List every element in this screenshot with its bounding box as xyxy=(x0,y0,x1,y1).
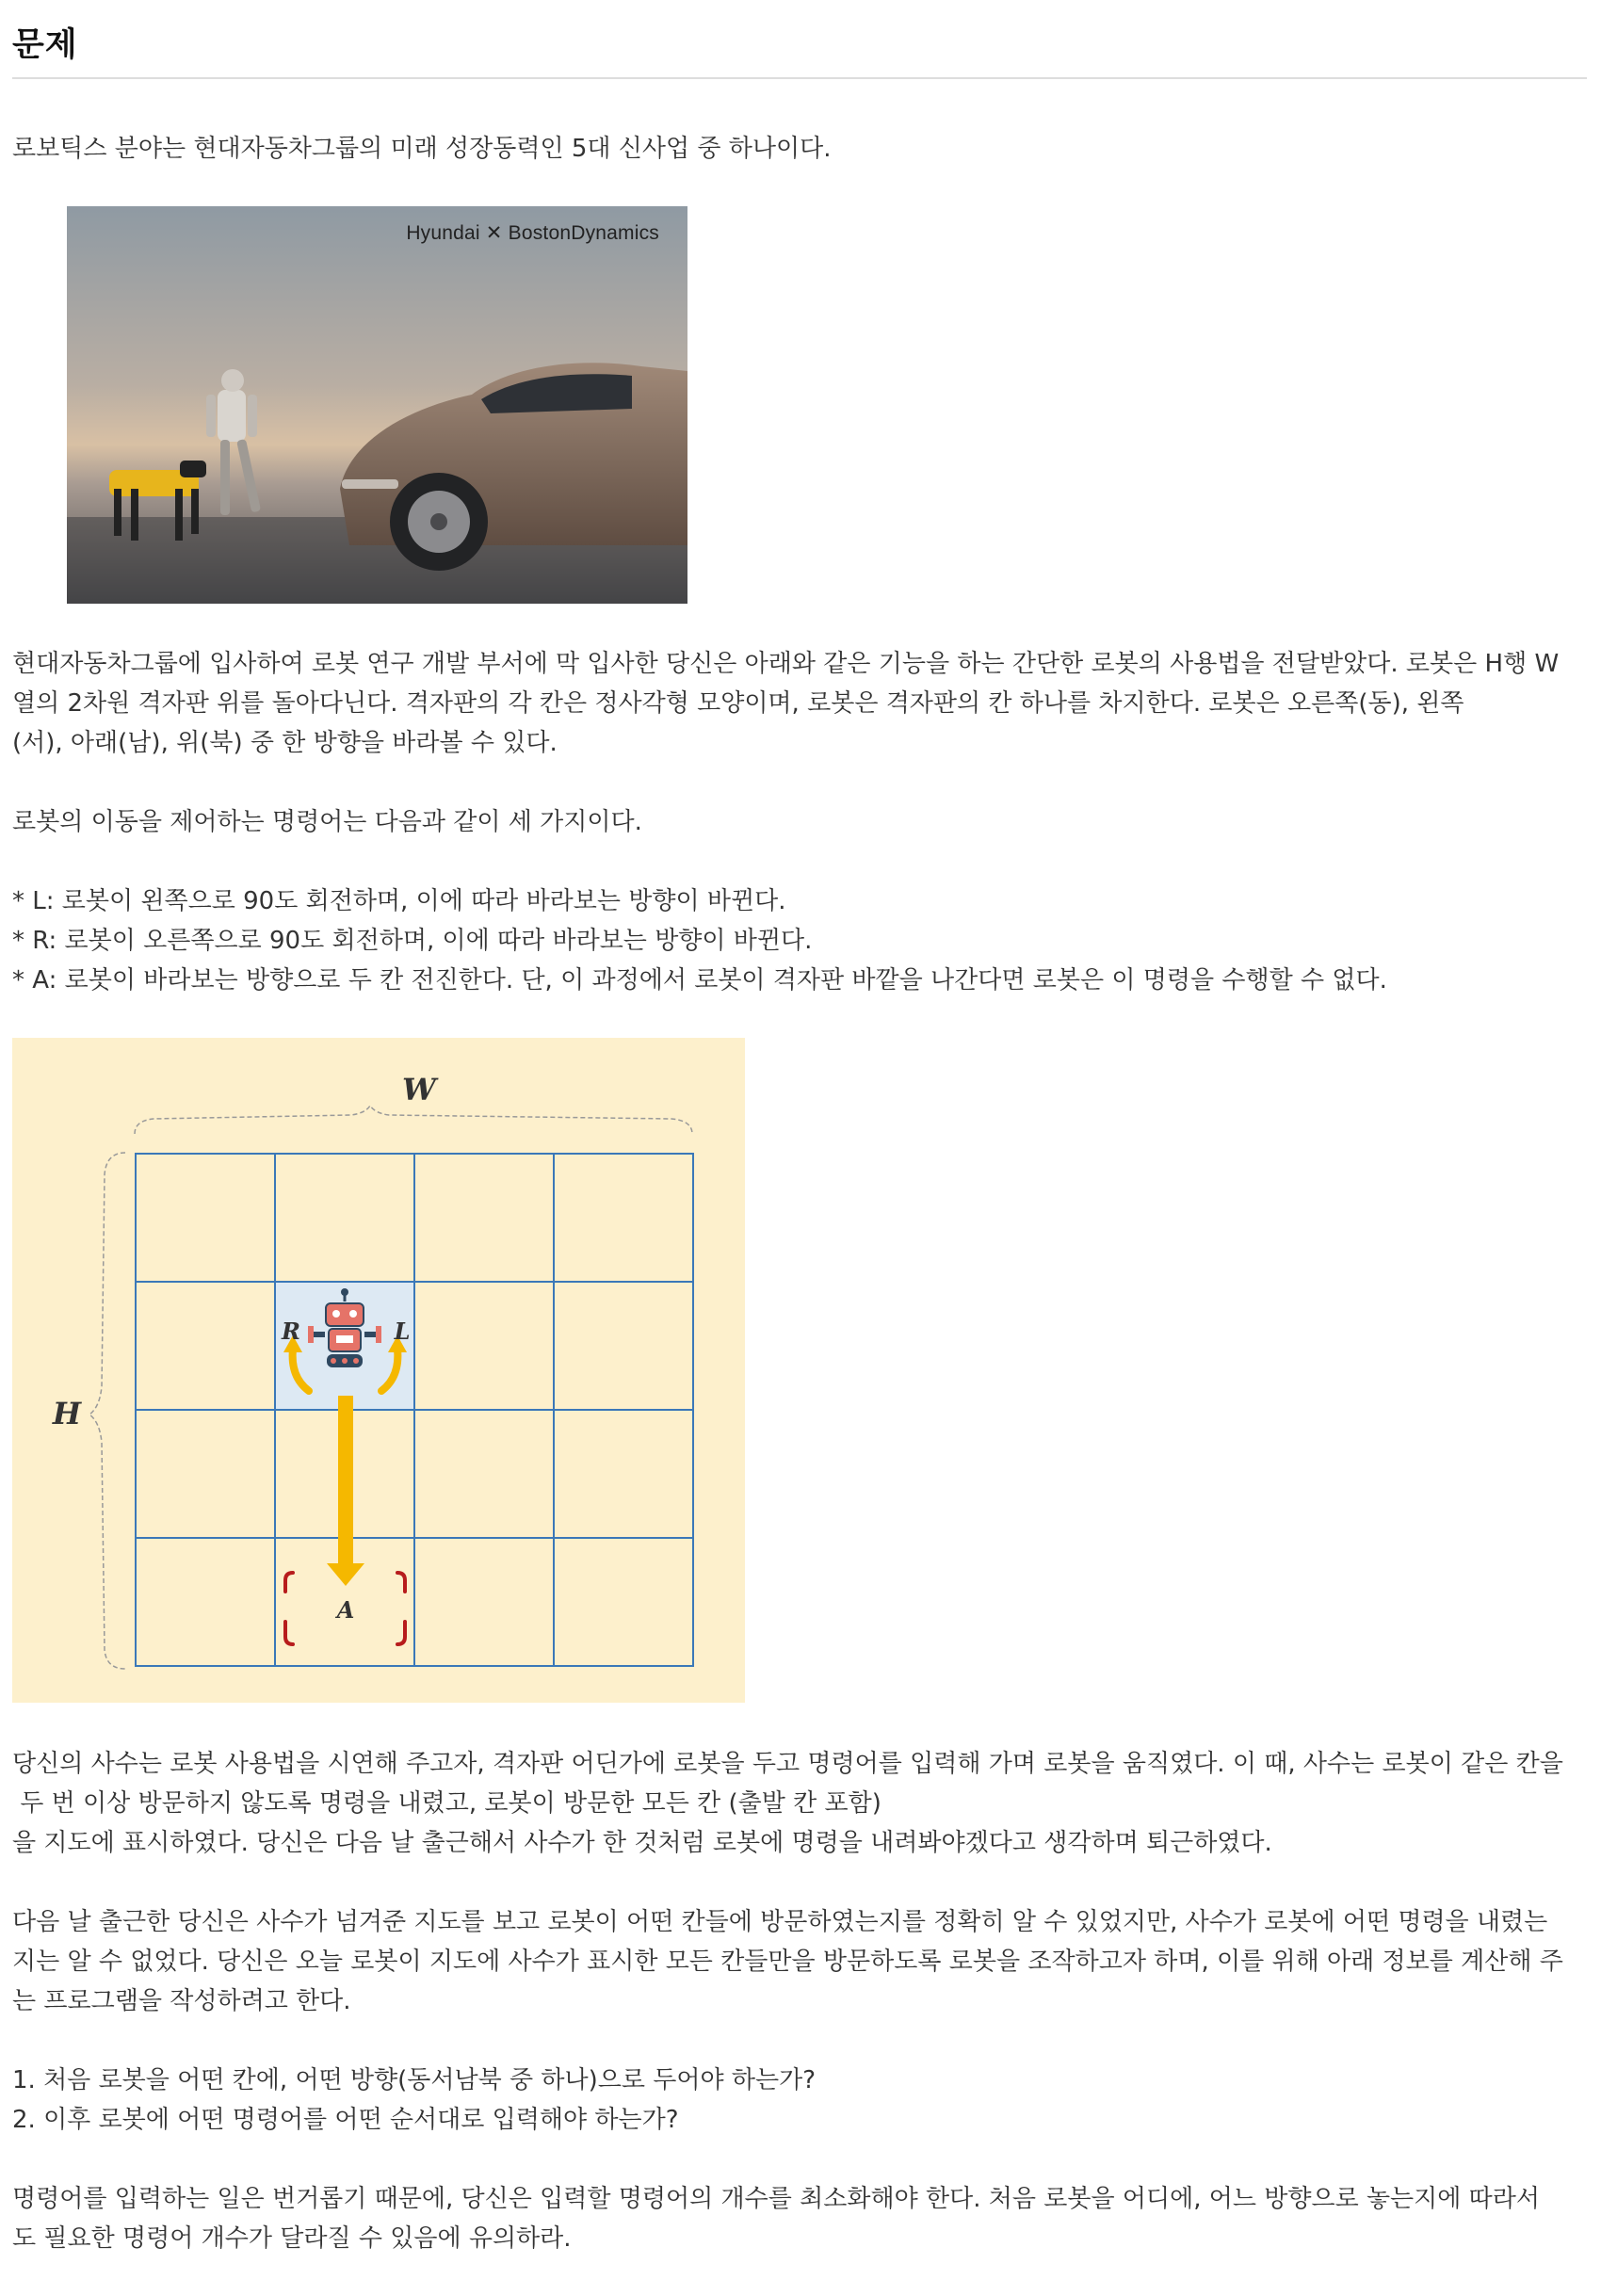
intro-text: 로보틱스 분야는 현대자동차그룹의 미래 성장동력인 5대 신사업 중 하나이다. xyxy=(12,135,832,163)
commands-intro: 로봇의 이동을 제어하는 명령어는 다음과 같이 세 가지이다. xyxy=(12,808,642,836)
description-line: 두 번 이상 방문하지 않도록 명령을 내렸고, 로봇이 방문한 모든 칸 (출발 칸 포함) xyxy=(12,1789,881,1818)
width-label: W xyxy=(402,1072,436,1108)
question-item: 2. 이후 로봇에 어떤 명령어를 어떤 순서대로 입력해야 하는가? xyxy=(12,2106,679,2134)
command-item-r: * R: 로봇이 오른쪽으로 90도 회전하며, 이에 따라 바라보는 방향이 바뀐다. xyxy=(12,927,813,955)
command-item-l: * L: 로봇이 왼쪽으로 90도 회전하며, 이에 따라 바라보는 방향이 바뀐다. xyxy=(12,887,786,915)
description-line: 다음 날 출근한 당신은 사수가 넘겨준 지도를 보고 로봇이 어떤 칸들에 방문하였는지를 정확히 알 수 있었지만, 사수가 로봇에 어떤 명령을 내렸는 xyxy=(12,1908,1548,1936)
command-item-a: * A: 로봇이 바라보는 방향으로 두 칸 전진한다. 단, 이 과정에서 로봇이 격자판 바깥을 나간다면 로봇은 이 명령을 수행할 수 없다. xyxy=(12,966,1387,994)
description-line: 명령어를 입력하는 일은 번거롭기 때문에, 당신은 입력할 명령어의 개수를 최소화해야 한다. 처음 로봇을 어디에, 어느 방향으로 놓는지에 따라서 xyxy=(12,2185,1541,2213)
description-line: 도 필요한 명령어 개수가 달라질 수 있음에 유의하라. xyxy=(12,2224,572,2253)
description-line: 지는 알 수 없었다. 당신은 오늘 로봇이 지도에 사수가 표시한 모든 칸들만을 방문하도록 로봇을 조작하고자 하며, 이를 위해 아래 정보를 계산해 주 xyxy=(12,1948,1563,1976)
photo-brand-caption: Hyundai ✕ BostonDynamics xyxy=(406,222,659,244)
photo-illustration xyxy=(67,206,687,604)
rotate-right-label: R xyxy=(282,1318,300,1345)
page-title: 문제 xyxy=(12,26,78,64)
hyundai-boston-dynamics-photo xyxy=(67,206,687,604)
description-line: 는 프로그램을 작성하려고 한다. xyxy=(12,1987,351,2015)
advance-arrow-shaft xyxy=(338,1396,353,1565)
grid-diagram xyxy=(12,1038,745,1703)
description-line: (서), 아래(남), 위(북) 중 한 방향을 바라볼 수 있다. xyxy=(12,729,558,757)
advance-label: A xyxy=(336,1596,355,1624)
rotate-left-label: L xyxy=(394,1318,411,1345)
title-divider xyxy=(12,77,1587,79)
description-line: 당신의 사수는 로봇 사용법을 시연해 주고자, 격자판 어딘가에 로봇을 두고 명령어를 입력해 가며 로봇을 움직였다. 이 때, 사수는 로봇이 같은 칸을 xyxy=(12,1750,1563,1778)
description-line: 을 지도에 표시하였다. 당신은 다음 날 출근해서 사수가 한 것처럼 로봇에 명령을 내려봐야겠다고 생각하며 퇴근하였다. xyxy=(12,1829,1272,1857)
question-item: 1. 처음 로봇을 어떤 칸에, 어떤 방향(동서남북 중 하나)으로 두어야 하는가? xyxy=(12,2066,817,2094)
height-label: H xyxy=(52,1396,82,1431)
description-line: 현대자동차그룹에 입사하여 로봇 연구 개발 부서에 막 입사한 당신은 아래와 같은 기능을 하는 간단한 로봇의 사용법을 전달받았다. 로봇은 H행 W xyxy=(12,650,1560,678)
description-line: 열의 2차원 격자판 위를 돌아다닌다. 격자판의 각 칸은 정사각형 모양이며, 로봇은 격자판의 칸 하나를 차지한다. 로봇은 오른쪽(동), 왼쪽 xyxy=(12,689,1464,718)
